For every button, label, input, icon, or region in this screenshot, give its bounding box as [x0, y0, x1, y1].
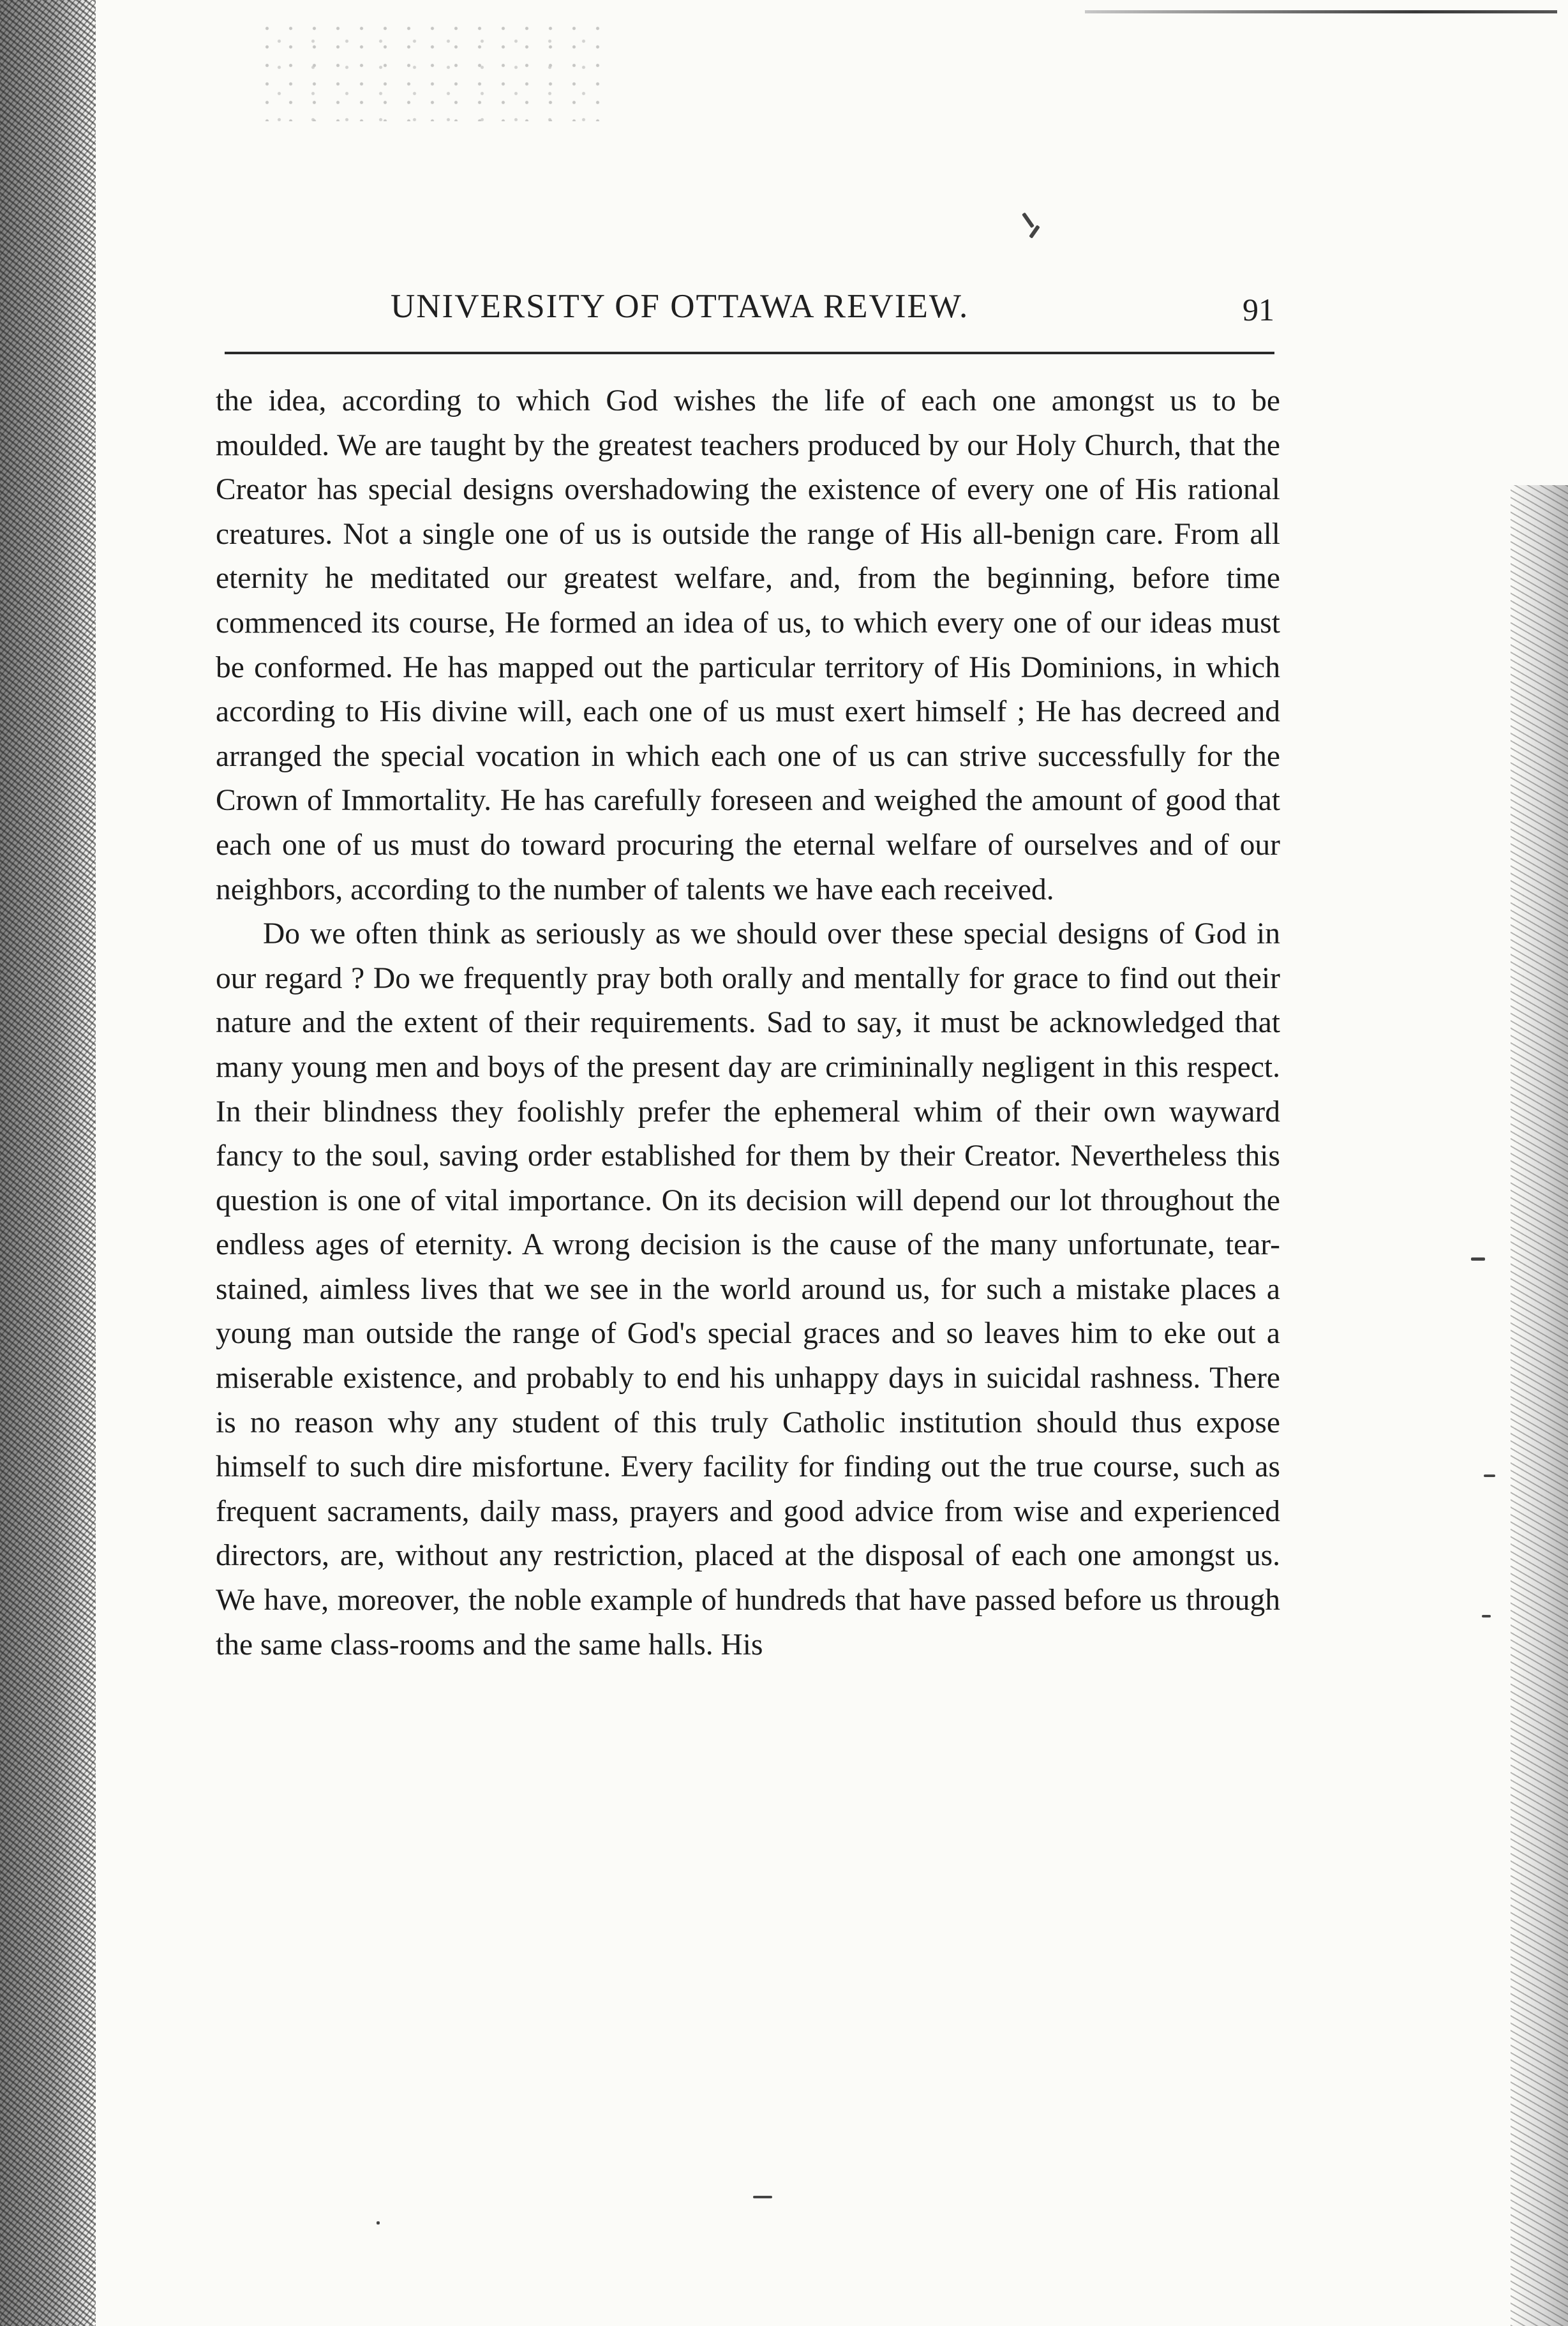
paragraph: Do we often think as seriously as we should over these special designs of God in our regard ? Do we frequently pray both orally and mentally for grace to find out their nature and the extent of their requirements. Sad to say, it must be acknowledged that many young men and boys of the present day are crimininally negligent in this respect. In their blindness they foolishly prefer the ephemeral whim of their own wayward fancy to the soul, saving order established for them by their Creator. Nevertheless this question is one of vital importance. On its decision will depend our lot throughout the endless ages of eternity. A wrong decision is the cause of the many unfortunate, tear-stained, aimless lives that we see in the world around us, for such a mistake places a young man outside the range of God's special graces and so leaves him to eke out a miserable existence, and probably to end his unhappy days in suicidal rashness. There is no reason why any student of this truly Catholic institution should thus expose himself to such dire misfortune. Every facility for finding out the true course, such as frequent sacraments, daily mass, prayers and good advice from wise and experienced directors, are, without any restriction, placed at the disposal of each one amongst us. We have, moreover, the noble example of hundreds that have passed before us through the same class-rooms and the same halls. His [216, 917, 1280, 1662]
scan-mark [1022, 213, 1034, 229]
scan-specks [255, 19, 613, 121]
scan-mark [753, 2196, 772, 2198]
body-text [216, 379, 1280, 1667]
page-edge [1511, 485, 1568, 2326]
binding-edge [0, 0, 96, 2326]
scan-mark [1484, 1474, 1495, 1477]
scan-mark [1482, 1615, 1491, 1617]
paragraph: the idea, according to which God wishes the life of each one amongst us to be moulded. We are taught by the greatest teachers produced by our Holy Church, that the Creator has special designs overshadowing the existence of every one of His rational creatures. Not a single one of us is outside the range of His all-benign care. From all eternity he meditated our greatest welfare, and, from the beginning, before time commenced its course, He formed an idea of us, to which every one of our ideas must be conformed. He has mapped out the particular territory of His Dominions, in which according to His divine will, each one of us must exert himself ; He has decreed and arranged the special vocation in which each one of us can strive successfully for the Crown of Immortality. He has carefully foreseen and weighed the amount of good that each one of us must do toward procuring the eternal welfare of ourselves and of our neighbors, according to the number of talents we have each received. [216, 384, 1280, 906]
scan-mark [1471, 1257, 1485, 1261]
scan-artifact-rule [1085, 10, 1557, 13]
running-header [225, 287, 1274, 338]
scan-mark [377, 2221, 380, 2225]
header-rule [225, 352, 1274, 354]
page-number: 91 [1243, 292, 1274, 327]
running-title: UNIVERSITY OF OTTAWA REVIEW. [391, 288, 969, 325]
